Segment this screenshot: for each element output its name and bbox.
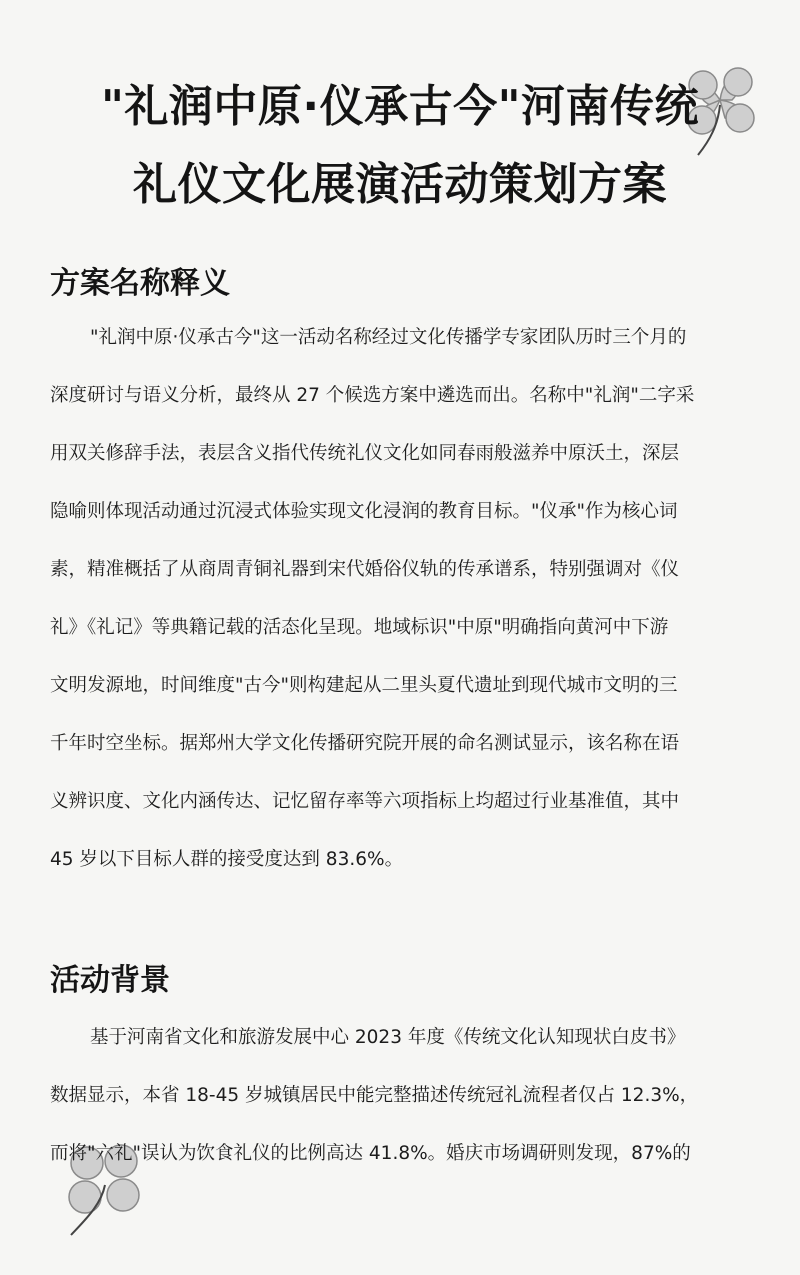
document-title <box>40 68 760 224</box>
paragraph-line: 45 岁以下目标人群的接受度达到 83.6%。 <box>50 849 404 870</box>
paragraph-line: 礼》《礼记》等典籍记载的活态化呈现。地域标识"中原"明确指向黄河中下游 <box>50 617 669 638</box>
paragraph-line: 深度研讨与语义分析，最终从 27 个候选方案中遴选而出。名称中"礼润"二字采 <box>50 385 695 406</box>
title-line-2: 礼仪文化展演活动策划方案 <box>133 159 667 210</box>
paragraph-line: 素，精准概括了从商周青铜礼器到宋代婚俗仪轨的传承谱系，特别强调对《仪 <box>50 559 680 580</box>
section-heading-background: 活动背景 <box>50 963 170 998</box>
paragraph-line: 千年时空坐标。据郑州大学文化传播研究院开展的命名测试显示，该名称在语 <box>50 733 680 754</box>
section-heading-name-explanation: 方案名称释义 <box>50 266 230 301</box>
paragraph-line: 隐喻则体现活动通过沉浸式体验实现文化浸润的教育目标。"仪承"作为核心词 <box>50 501 678 522</box>
paragraph-line: 数据显示，本省 18-45 岁城镇居民中能完整描述传统冠礼流程者仅占 12.3%， <box>50 1085 699 1106</box>
paragraph-line: 义辨识度、文化内涵传达、记忆留存率等六项指标上均超过行业基准值，其中 <box>50 791 680 812</box>
paragraph-line: "礼润中原·仪承古今"这一活动名称经过文化传播学专家团队历时三个月的 <box>90 327 687 348</box>
paragraph-line: 文明发源地，时间维度"古今"则构建起从二里头夏代遗址到现代城市文明的三 <box>50 675 678 696</box>
paragraph-line: 用双关修辞手法，表层含义指代传统礼仪文化如同春雨般滋养中原沃土，深层 <box>50 443 680 464</box>
paragraph-line: 基于河南省文化和旅游发展中心 2023 年度《传统文化认知现状白皮书》 <box>90 1027 686 1048</box>
paragraph-line: 而将"六礼"误认为饮食礼仪的比例高达 41.8%。婚庆市场调研则发现，87%的 <box>50 1143 691 1164</box>
title-line-1: "礼润中原·仪承古今"河南传统 <box>100 81 700 132</box>
